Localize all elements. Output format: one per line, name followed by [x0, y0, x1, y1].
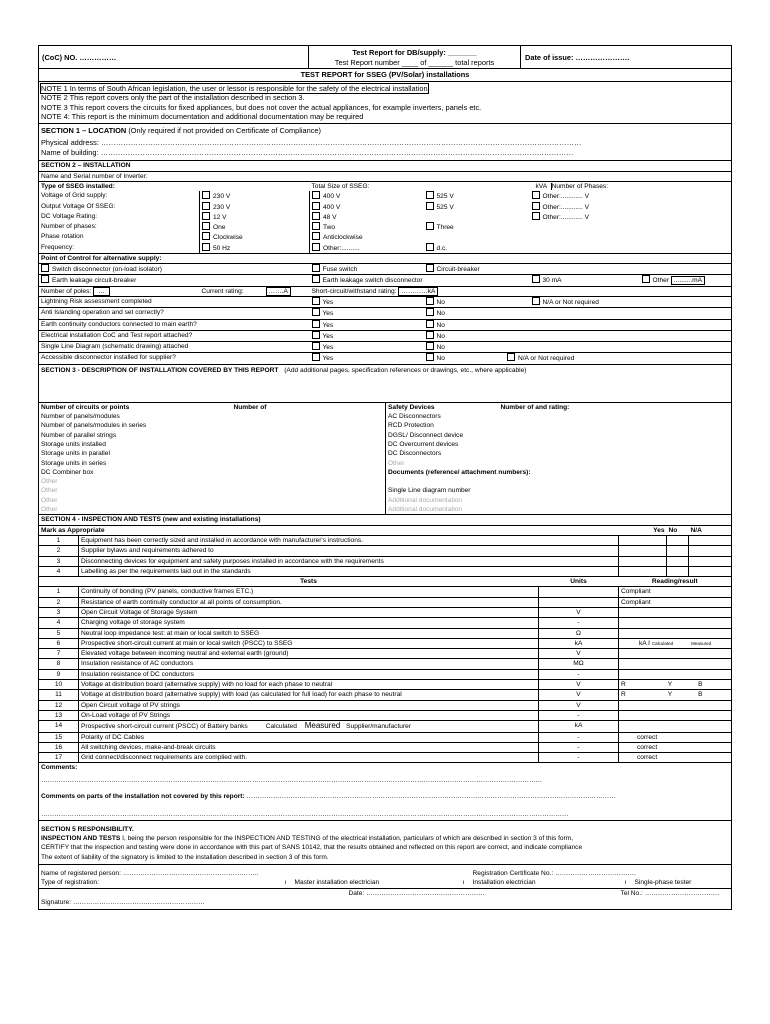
- option-label: Yes: [322, 344, 334, 352]
- supplier-label: Supplier/manufacturer: [346, 723, 412, 731]
- section-5-lead: INSPECTION AND TESTS: [41, 835, 121, 843]
- report-number[interactable]: Test Report number ____ of ______ total reports: [334, 57, 495, 67]
- row-number: 10: [39, 680, 79, 690]
- registration-certificate-field[interactable]: Registration Certificate No.: ……………………………….: [472, 869, 636, 877]
- section-2-installation: [38, 161, 732, 364]
- reading-value: kA: [639, 639, 647, 647]
- col-circuits: Number of circuits or points: [41, 403, 130, 411]
- main-title: TEST REPORT for SSEG (PV/Solar) installations: [38, 69, 732, 82]
- section-1-subtitle: (Only required if not provided on Certificate of Compliance): [128, 125, 322, 135]
- note-1: NOTE 1 In terms of South African legislation, the user or lessor is responsible for the safety of the electrical installation: [41, 84, 428, 93]
- safety-row: AC Disconnectors: [388, 413, 441, 421]
- col-safety: Safety Devices: [388, 403, 435, 411]
- option-label: Two: [323, 224, 336, 232]
- checkbox[interactable]: [426, 264, 434, 272]
- test-text: Prospective short-circuit current (PSCC) of Battery banks: [81, 723, 248, 731]
- option-label: Yes: [322, 298, 334, 306]
- option-label: N/A or Not required: [517, 355, 575, 363]
- row-number: 2: [39, 597, 79, 607]
- phases-count-label: Number of phases:: [39, 222, 200, 232]
- poles-field[interactable]: …: [93, 287, 110, 296]
- test-text: Elevated voltage between incoming neutral and external earth (ground): [79, 649, 539, 659]
- checkbox[interactable]: [202, 191, 210, 199]
- checkbox[interactable]: [426, 191, 434, 199]
- option-label: No: [436, 298, 445, 306]
- option-label: Clockwise: [213, 234, 243, 242]
- test-text: Open Circuit voltage of PV strings: [79, 700, 539, 710]
- row-number: 15: [39, 732, 79, 742]
- row-number: 5: [39, 628, 79, 638]
- reading-value: correct: [637, 754, 658, 762]
- mark-label: Mark as Appropriate: [41, 526, 105, 534]
- master-label: Master installation electrician: [294, 879, 380, 887]
- test-text: Voltage at distribution board (alternative supply) with no load for each phase to neutral: [79, 680, 539, 690]
- option-label: 400 V: [323, 193, 341, 201]
- note-4: NOTE 4: This report is the minimum documentation and additional documentation may be required: [41, 112, 364, 122]
- notes-block: [38, 82, 732, 124]
- checkbox[interactable]: [312, 222, 320, 230]
- reading-ryb[interactable]: [619, 680, 732, 690]
- checkbox[interactable]: [532, 297, 540, 305]
- test-text: All switching devices, make-and-break circuits: [79, 742, 539, 752]
- reading[interactable]: Compliant: [619, 597, 732, 607]
- circuit-row: Number of panels/modules: [41, 413, 120, 421]
- checkbox[interactable]: [312, 212, 320, 220]
- doc-row: Additional documentation: [388, 496, 463, 504]
- phases-label: Number of Phases:: [551, 183, 609, 190]
- signature-field[interactable]: Signature: ……………………………………………………: [41, 898, 205, 906]
- circuit-row: Number of panels/modules in series: [41, 422, 147, 430]
- calculated-small: Calculated: [651, 640, 674, 646]
- checkbox[interactable]: [507, 353, 515, 361]
- no-header: No: [668, 526, 678, 534]
- phase-rotation-label: Phase rotation: [39, 232, 200, 242]
- measured-small: Measured: [691, 640, 712, 646]
- option-label: No: [436, 355, 445, 363]
- option-label: No: [436, 332, 445, 340]
- registered-person-field[interactable]: Name of registered person: ……………………………………………………..: [41, 869, 259, 877]
- option-label: 50 Hz: [213, 244, 231, 252]
- option-label: 525 V: [436, 193, 454, 201]
- section-5-responsibility: [38, 821, 732, 865]
- safety-row: DC Disconnectors: [388, 450, 442, 458]
- option-label: Yes: [322, 321, 334, 329]
- option-label: N/A or Not required: [542, 298, 599, 306]
- report-title: Test Report for DB/supply: _______: [352, 48, 477, 57]
- row-number: 4: [39, 618, 79, 628]
- checkbox[interactable]: [426, 308, 434, 316]
- reading-value: correct: [637, 743, 658, 751]
- section-5-text-2: CERTIFY that the inspection and testing were done in accordance with this part of SANS 10142, that the results obtained and reflected on this report are correct, and indicate compliance: [41, 844, 583, 852]
- checkbox[interactable]: [426, 353, 434, 361]
- row-number: 13: [39, 710, 79, 720]
- safety-row: Other: [388, 459, 405, 467]
- row-number: 1: [39, 535, 79, 545]
- reading[interactable]: [619, 649, 732, 659]
- reading[interactable]: kA I Calculated Measured: [619, 638, 732, 648]
- checkbox[interactable]: [312, 243, 320, 251]
- option-label: d.c.: [436, 244, 448, 252]
- inspection-text: Disconnecting devices for equipment and safety purposes installed in accordance with the requirements: [79, 556, 619, 566]
- unit: kA: [539, 638, 619, 648]
- yes-header: Yes: [653, 526, 665, 534]
- reading[interactable]: [619, 732, 732, 742]
- option-label: No: [436, 344, 445, 352]
- checkbox[interactable]: [312, 320, 320, 328]
- el-switch-disconnector-label: Earth leakage switch disconnector: [322, 277, 423, 285]
- tel-field[interactable]: Tel No.: …………………………….: [619, 888, 732, 898]
- check-label: Anti Islanding operation and set correctly?: [39, 308, 310, 319]
- checkbox[interactable]: [312, 275, 320, 283]
- inspection-text: Labelling as per the requirements laid out in the standards: [79, 566, 619, 576]
- circuit-row: Other: [41, 506, 58, 514]
- r-label: R: [621, 691, 626, 699]
- not-covered-field[interactable]: ……………………………………………………………………………………………………………………………………………………: [246, 793, 616, 801]
- checkbox[interactable]: [426, 320, 434, 328]
- doc-row: Additional documentation: [388, 506, 463, 514]
- unit: -: [539, 618, 619, 628]
- b-label: B: [698, 681, 703, 689]
- reading[interactable]: [619, 721, 732, 732]
- checkbox[interactable]: [312, 297, 320, 305]
- checkbox[interactable]: [202, 232, 210, 240]
- reading[interactable]: [619, 753, 732, 763]
- output-voltage-label: Output Voltage Of SSEG:: [39, 202, 200, 212]
- circuit-breaker-label: Circuit-breaker: [436, 266, 480, 274]
- unit: -: [539, 753, 619, 763]
- circuit-row: Storage units in series: [41, 459, 107, 467]
- unit: V: [539, 680, 619, 690]
- option-label: One: [213, 224, 226, 232]
- option-label: Other:............ V: [542, 203, 590, 211]
- reading-value: correct: [637, 733, 658, 741]
- reading[interactable]: [619, 710, 732, 720]
- unit: V: [539, 607, 619, 617]
- check-label: Single Line Diagram (schematic drawing) attached: [39, 342, 310, 353]
- unit: -: [539, 732, 619, 742]
- unit: V: [539, 649, 619, 659]
- registration-table: [38, 865, 732, 910]
- single-phase-checkbox[interactable]: ı: [624, 879, 627, 887]
- r-label: R: [621, 681, 626, 689]
- short-circuit-label: Short-circuit/withstand rating:: [311, 287, 397, 295]
- checkbox[interactable]: [426, 222, 434, 230]
- grid-voltage-label: Voltage of Grid supply:: [39, 191, 200, 201]
- test-text: Polarity of DC Cables: [79, 732, 539, 742]
- other-ma-field[interactable]: ..........mA: [671, 276, 705, 285]
- reading[interactable]: [619, 628, 732, 638]
- building-name-field[interactable]: Name of building: …………………………………………………………………………………………………………………………………………………………………………: [41, 147, 574, 157]
- total-size-label: Total Size of SSEG:: [311, 183, 370, 190]
- row-number: 9: [39, 669, 79, 679]
- checkbox[interactable]: [312, 342, 320, 350]
- kva-label: kVA: [535, 183, 547, 190]
- option-label: Yes: [322, 310, 334, 318]
- type-label: Type of SSEG installed:: [41, 183, 115, 190]
- checkbox[interactable]: [312, 232, 320, 240]
- measured-label: Measured: [304, 721, 341, 731]
- section-5-title: SECTION 5 RESPONSIBILITY.: [41, 825, 134, 833]
- reading[interactable]: [619, 742, 732, 752]
- unit: kA: [539, 721, 619, 732]
- option-label: Other:............ V: [542, 213, 590, 221]
- unit: -: [539, 669, 619, 679]
- sseg-test-report-form: [38, 45, 732, 910]
- fuse-switch-label: Fuse switch: [322, 266, 358, 274]
- option-label: Three: [436, 224, 454, 232]
- section-5-text-3: The extent of liability of the signatory is limited to the installation described in section 3 of this form.: [41, 853, 329, 861]
- reading[interactable]: [619, 607, 732, 617]
- option-label: Yes: [322, 355, 334, 363]
- frequency-label: Frequency:: [39, 243, 200, 254]
- safety-row: DC Overcurrent devices: [388, 440, 459, 448]
- poles-label: Number of poles:: [41, 287, 92, 295]
- test-text: Insulation resistance of DC conductors: [79, 669, 539, 679]
- reading[interactable]: [619, 659, 732, 669]
- current-rating-label: Current rating:: [201, 287, 244, 295]
- test-text: Insulation resistance of AC conductors: [79, 659, 539, 669]
- 30ma-label: 30 mA: [542, 277, 562, 285]
- option-label: 230 V: [213, 193, 231, 201]
- test-text: On-Load voltage of PV Strings: [79, 710, 539, 720]
- checkbox[interactable]: [532, 202, 540, 210]
- circuit-row: Other: [41, 478, 58, 486]
- row-number: 12: [39, 700, 79, 710]
- y-label: Y: [667, 691, 673, 699]
- installation-checkbox[interactable]: ı: [462, 879, 465, 887]
- test-text: Grid connect/disconnect requirements are complied with.: [79, 753, 539, 763]
- unit: -: [539, 742, 619, 752]
- unit: Ω: [539, 628, 619, 638]
- checkbox[interactable]: [426, 297, 434, 305]
- row-number: 3: [39, 556, 79, 566]
- section-3-header: [38, 365, 732, 403]
- units-header: Units: [539, 577, 619, 587]
- checkbox[interactable]: [312, 308, 320, 316]
- coc-number[interactable]: (CoC) NO. ……………: [39, 46, 309, 69]
- checkbox[interactable]: [312, 202, 320, 210]
- circuit-row: Other: [41, 496, 58, 504]
- test-text: Open Circuit Voltage of Storage System: [79, 607, 539, 617]
- col-number: Number of: [232, 403, 386, 412]
- checkbox[interactable]: [202, 212, 210, 220]
- test-text: Charging voltage of storage system: [79, 618, 539, 628]
- section-4-table: [38, 515, 732, 820]
- tests-header: Tests: [79, 577, 539, 587]
- inspection-text: Equipment has been correctly sized and installed in accordance with manufacturer's instructions.: [79, 535, 619, 545]
- unit: [539, 587, 619, 597]
- comments-label: Comments:: [39, 763, 732, 773]
- section-3-table: [38, 403, 732, 516]
- row-number: 16: [39, 742, 79, 752]
- row-number: 17: [39, 753, 79, 763]
- row-number: 7: [39, 649, 79, 659]
- other-ma-label: Other: [652, 277, 669, 285]
- option-label: 400 V: [323, 203, 341, 211]
- circuit-row: Number of parallel strings: [41, 431, 117, 439]
- report-header: [38, 45, 732, 69]
- safety-row: RCD Protection: [388, 422, 434, 430]
- test-text: Resistance of earth continuity conductor at all points of consumption.: [79, 597, 539, 607]
- reading[interactable]: Compliant: [619, 587, 732, 597]
- type-of-registration-label: Type of registration:: [41, 879, 99, 887]
- checkbox[interactable]: [426, 202, 434, 210]
- option-label: 12 V: [213, 213, 227, 221]
- unit: MΩ: [539, 659, 619, 669]
- test-text: Continuity of bonding (PV panels, conductive frames ETC.): [79, 587, 539, 597]
- reading[interactable]: [619, 669, 732, 679]
- section-4-title: SECTION 4 - INSPECTION AND TESTS (new and existing installations): [39, 515, 732, 525]
- circuit-row: Storage units installed: [41, 440, 106, 448]
- safety-row: DGSL/ Disconnect device: [388, 431, 464, 439]
- option-label: 525 V: [436, 203, 454, 211]
- checkbox[interactable]: [312, 191, 320, 199]
- test-row-14: [79, 721, 539, 732]
- checkbox[interactable]: [312, 353, 320, 361]
- checkbox[interactable]: [312, 331, 320, 339]
- physical-address-field[interactable]: Physical address: ……………………………………………………………………………………………………………………………………………………………………………: [41, 138, 582, 148]
- unit: V: [539, 690, 619, 700]
- section-2-title: SECTION 2 – INSTALLATION: [39, 161, 732, 171]
- checkbox[interactable]: [426, 342, 434, 350]
- row-number: 1: [39, 587, 79, 597]
- test-text: Voltage at distribution board (alternative supply) with load (as calculated for full load) for each phase to neutral: [79, 690, 539, 700]
- checkbox[interactable]: [532, 275, 540, 283]
- checkbox[interactable]: [202, 243, 210, 251]
- check-label: Lightning Risk assessment completed: [39, 296, 310, 307]
- elcb-label: Earth leakage circuit-breaker: [52, 277, 137, 285]
- reading[interactable]: [619, 618, 732, 628]
- check-label: Electrical installation CoC and Test report attached?: [39, 330, 310, 341]
- row-number: 11: [39, 690, 79, 700]
- row-number: 6: [39, 638, 79, 648]
- short-circuit-field[interactable]: …………kA: [398, 287, 438, 296]
- checkbox[interactable]: [312, 264, 320, 272]
- option-label: No: [436, 321, 445, 329]
- reading-ryb[interactable]: [619, 690, 732, 700]
- documents-label: Documents (reference/ attachment numbers):: [388, 468, 531, 476]
- comments-field[interactable]: …………………………………………………………………………………………………………………………………………………………………………………………………………: [41, 777, 543, 785]
- section-3-title: SECTION 3 - DESCRIPTION OF INSTALLATION COVERED BY THIS REPORT: [41, 366, 279, 374]
- not-covered-label: Comments on parts of the installation not covered by this report:: [41, 793, 245, 801]
- col-rating: Number of and rating:: [500, 403, 570, 411]
- circuit-row: Storage units in parallel: [41, 450, 110, 458]
- option-label: Yes: [322, 332, 334, 340]
- current-rating-field[interactable]: …….A: [266, 287, 291, 296]
- calculated-label: Calculated: [265, 723, 297, 731]
- dc-voltage-label: DC Voltage Rating:: [39, 212, 200, 222]
- checkbox[interactable]: [532, 212, 540, 220]
- check-label: Accessible disconnector installed for supplier?: [39, 353, 310, 364]
- doc-row: Single Line diagram number: [388, 487, 471, 495]
- point-of-control-label: Point of Control for alternative supply:: [39, 254, 200, 264]
- na-header: N/A: [690, 526, 702, 534]
- installation-label: Installation electrician: [472, 879, 536, 887]
- row-number: 8: [39, 659, 79, 669]
- section-1-location: [38, 124, 732, 162]
- note-2: NOTE 2 This report covers only the part of the installation described in section 3.: [41, 93, 305, 103]
- checkbox[interactable]: [426, 331, 434, 339]
- option-label: 48 V: [323, 213, 337, 221]
- inverter-field[interactable]: Name and Serial number of Inverter:: [39, 171, 732, 181]
- row-number: 14: [39, 721, 79, 732]
- checkbox[interactable]: [202, 202, 210, 210]
- switch-disconnector-label: Switch disconnector (on-load isolator): [52, 266, 162, 274]
- reading-header: Reading/result: [619, 577, 732, 587]
- b-label: B: [698, 691, 703, 699]
- checkbox[interactable]: [41, 275, 49, 283]
- additional-comments-field[interactable]: ……………………………………………………………………………………………………………………………………………………………………………………………………………………: [41, 811, 569, 819]
- checkbox[interactable]: [202, 222, 210, 230]
- unit: -: [539, 710, 619, 720]
- master-checkbox[interactable]: ı: [284, 879, 287, 887]
- unit: [539, 597, 619, 607]
- checkbox[interactable]: [532, 191, 540, 199]
- checkbox[interactable]: [41, 264, 49, 272]
- date-field[interactable]: Date: ………………………………………………: [293, 888, 619, 898]
- checkbox[interactable]: [642, 275, 650, 283]
- section-3-subtitle: (Add additional pages, specification references or drawings, etc., where applicable): [284, 366, 527, 374]
- test-text: Prospective short-circuit current at main or local switch (PSCC) to SSEG: [79, 638, 539, 648]
- circuit-row: DC Combiner box: [41, 468, 94, 476]
- checkbox[interactable]: [426, 243, 434, 251]
- circuit-row: Other: [41, 487, 58, 495]
- option-label: 230 V: [213, 203, 231, 211]
- single-phase-label: Single-phase tester: [634, 879, 692, 887]
- row-number: 4: [39, 566, 79, 576]
- note-3: NOTE 3 This report covers the circuits for fixed appliances, but does not cover the actual appliances, for example inverters, panels etc.: [41, 102, 482, 112]
- option-label: Other:............ V: [542, 193, 590, 201]
- row-number: 3: [39, 607, 79, 617]
- option-label: Other:..........: [323, 244, 360, 252]
- inspection-text: Supplier bylaws and requirements adhered to: [79, 546, 619, 556]
- unit: V: [539, 700, 619, 710]
- row-number: 2: [39, 546, 79, 556]
- check-label: Earth continuity conductors connected to main earth?: [39, 319, 310, 330]
- reading[interactable]: [619, 700, 732, 710]
- test-text: Neutral loop impedance test: at main or local switch to SSEG: [79, 628, 539, 638]
- section-5-text-1: I, being the person responsible for the INSPECTION AND TESTING of the electrical installation, particulars of which are described in section 3 of this form,: [120, 835, 574, 843]
- y-label: Y: [667, 681, 673, 689]
- section-1-title: SECTION 1 – LOCATION: [41, 125, 127, 135]
- date-of-issue[interactable]: Date of issue: ………………….: [521, 46, 732, 69]
- option-label: No: [436, 310, 445, 318]
- option-label: Anticlockwise: [323, 234, 363, 242]
